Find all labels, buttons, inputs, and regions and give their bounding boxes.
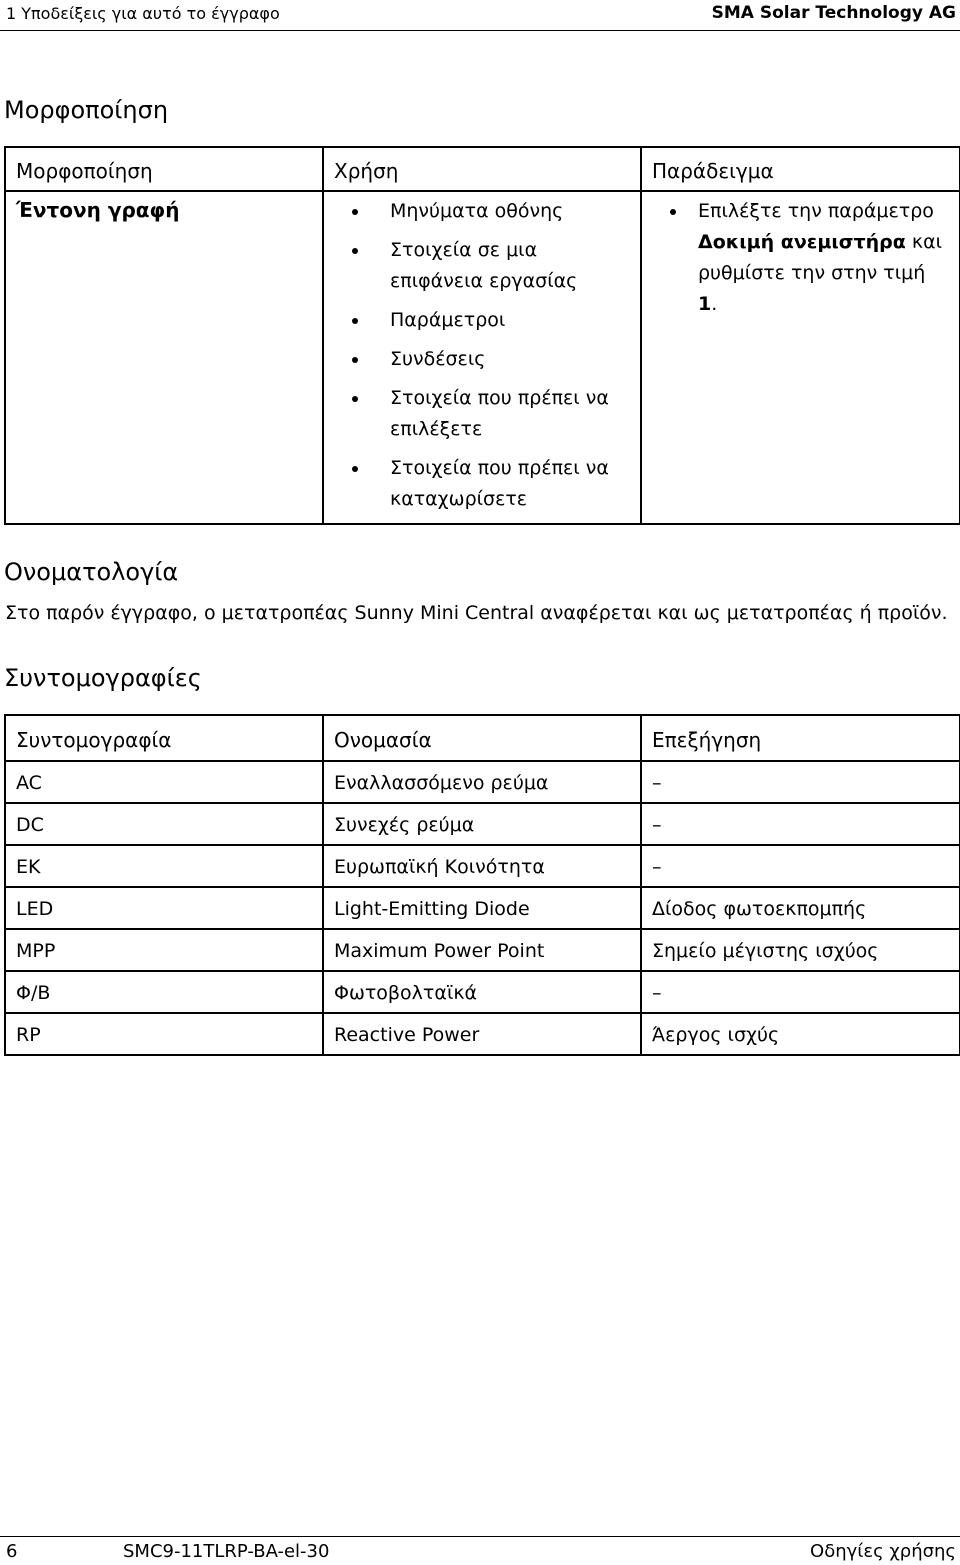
example-item xyxy=(652,196,949,320)
name-cell: Φωτοβολταϊκά xyxy=(323,971,641,1013)
abbr-cell: MPP xyxy=(5,929,323,971)
page-footer xyxy=(0,1536,960,1565)
abbr-cell: LED xyxy=(5,887,323,929)
abbr-cell: Φ/Β xyxy=(5,971,323,1013)
table-row xyxy=(5,803,960,845)
example-value: 1 xyxy=(698,293,712,315)
name-cell: Συνεχές ρεύμα xyxy=(323,803,641,845)
formatting-heading: Μορφοποίηση xyxy=(4,96,169,124)
example-middle: και ρυθμίστε την στην τιμή xyxy=(698,231,943,284)
abbr-cell: AC xyxy=(5,761,323,803)
name-cell: Ευρωπαϊκή Κοινότητα xyxy=(323,845,641,887)
header-section: 1 Υποδείξεις για αυτό το έγγραφο xyxy=(6,4,280,23)
list-item: Παράμετροι xyxy=(334,305,630,336)
list-item: Συνδέσεις xyxy=(334,344,630,375)
list-item: Στοιχεία σε μια επιφάνεια εργασίας xyxy=(334,235,630,297)
explanation-cell: – xyxy=(641,761,960,803)
name-cell: Maximum Power Point xyxy=(323,929,641,971)
explanation-cell: Άεργος ισχύς xyxy=(641,1013,960,1055)
table-row xyxy=(5,761,960,803)
usage-cell xyxy=(323,191,641,524)
abbr-cell: DC xyxy=(5,803,323,845)
name-cell: Εναλλασσόμενο ρεύμα xyxy=(323,761,641,803)
table-row xyxy=(5,887,960,929)
abbr-cell: RP xyxy=(5,1013,323,1055)
example-prefix: Επιλέξτε την παράμετρο xyxy=(698,200,934,222)
name-cell: Light-Emitting Diode xyxy=(323,887,641,929)
table-row xyxy=(5,929,960,971)
abbreviations-table xyxy=(4,714,960,1056)
list-item: Στοιχεία που πρέπει να επιλέξετε xyxy=(334,383,630,445)
abbr-col-explanation: Επεξήγηση xyxy=(641,715,960,761)
abbreviations-header-row xyxy=(5,715,960,761)
explanation-cell: – xyxy=(641,845,960,887)
table-row xyxy=(5,971,960,1013)
format-name: Έντονη γραφή xyxy=(16,198,180,222)
explanation-cell: – xyxy=(641,803,960,845)
abbr-col-name: Ονομασία xyxy=(323,715,641,761)
explanation-cell: Σημείο μέγιστης ισχύος xyxy=(641,929,960,971)
example-param: Δοκιμή ανεμιστήρα xyxy=(698,231,906,253)
example-cell xyxy=(641,191,960,524)
formatting-col-usage: Χρήση xyxy=(323,147,641,191)
header-company: SMA Solar Technology AG xyxy=(711,3,956,23)
nomenclature-text: Στο παρόν έγγραφο, ο μετατροπέας Sunny Mini Central αναφέρεται και ως μετατροπέας ή προϊόν. xyxy=(5,602,948,624)
example-list xyxy=(652,196,949,320)
list-item: Μηνύματα οθόνης xyxy=(334,196,630,227)
table-row xyxy=(5,845,960,887)
table-row xyxy=(5,191,960,524)
formatting-col-format: Μορφοποίηση xyxy=(5,147,323,191)
formatting-header-row xyxy=(5,147,960,191)
table-row xyxy=(5,1013,960,1055)
formatting-table xyxy=(4,146,960,525)
document-title: Οδηγίες χρήσης xyxy=(810,1541,956,1562)
explanation-cell: Δίοδος φωτοεκπομπής xyxy=(641,887,960,929)
example-suffix: . xyxy=(711,293,718,315)
list-item: Στοιχεία που πρέπει να καταχωρίσετε xyxy=(334,453,630,515)
document-code: SMC9-11TLRP-BA-el-30 xyxy=(123,1541,330,1562)
abbreviations-heading: Συντομογραφίες xyxy=(4,664,202,692)
explanation-cell: – xyxy=(641,971,960,1013)
page-header xyxy=(0,0,960,31)
name-cell: Reactive Power xyxy=(323,1013,641,1055)
formatting-col-example: Παράδειγμα xyxy=(641,147,960,191)
nomenclature-heading: Ονοματολογία xyxy=(4,558,179,586)
page-number: 6 xyxy=(6,1541,18,1562)
abbr-col-abbreviation: Συντομογραφία xyxy=(5,715,323,761)
usage-list xyxy=(334,196,630,515)
format-cell xyxy=(5,191,323,524)
abbr-cell: ΕΚ xyxy=(5,845,323,887)
